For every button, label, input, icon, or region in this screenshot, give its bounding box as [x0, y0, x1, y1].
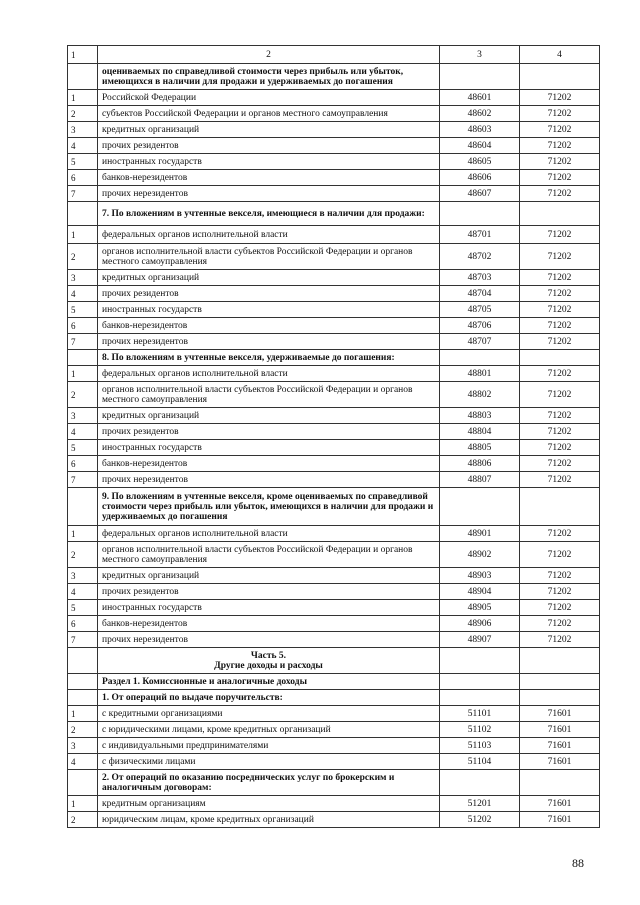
symbol-code: 71601 [520, 706, 600, 722]
col-header-2: 2 [98, 46, 440, 64]
symbol-code: 71202 [520, 424, 600, 440]
symbol-code: 71202 [520, 170, 600, 186]
section-heading-row [68, 202, 600, 226]
account-code: 48602 [440, 106, 520, 122]
account-description: прочих резидентов [98, 424, 440, 440]
account-description: кредитных организаций [98, 408, 440, 424]
row-number: 7 [68, 472, 98, 488]
empty-cell [68, 64, 98, 90]
table-row [68, 584, 600, 600]
section-heading-row [68, 770, 600, 796]
account-description: кредитных организаций [98, 270, 440, 286]
account-code: 48804 [440, 424, 520, 440]
empty-cell [440, 648, 520, 674]
account-code: 48803 [440, 408, 520, 424]
account-code: 48705 [440, 302, 520, 318]
symbol-code: 71202 [520, 270, 600, 286]
account-code: 48807 [440, 472, 520, 488]
symbol-code: 71202 [520, 616, 600, 632]
account-description: кредитных организаций [98, 568, 440, 584]
account-code: 48904 [440, 584, 520, 600]
empty-cell [68, 770, 98, 796]
table-row [68, 616, 600, 632]
table-row [68, 318, 600, 334]
symbol-code: 71202 [520, 286, 600, 302]
row-number: 5 [68, 302, 98, 318]
row-number: 5 [68, 154, 98, 170]
symbol-code: 71202 [520, 440, 600, 456]
section-heading-row [68, 488, 600, 526]
account-description: иностранных государств [98, 440, 440, 456]
account-code: 48906 [440, 616, 520, 632]
row-number: 4 [68, 754, 98, 770]
table-row [68, 122, 600, 138]
table-row [68, 526, 600, 542]
account-description: прочих нерезидентов [98, 334, 440, 350]
row-number: 4 [68, 424, 98, 440]
account-description: прочих резидентов [98, 584, 440, 600]
symbol-code: 71202 [520, 154, 600, 170]
table-row [68, 270, 600, 286]
account-description: банков-нерезидентов [98, 616, 440, 632]
table-row [68, 186, 600, 202]
section-heading: 1. От операций по выдаче поручительств: [98, 690, 440, 706]
symbol-code: 71202 [520, 456, 600, 472]
symbol-code: 71202 [520, 138, 600, 154]
account-code: 48604 [440, 138, 520, 154]
account-code: 51202 [440, 812, 520, 828]
row-number: 4 [68, 138, 98, 154]
account-code: 51102 [440, 722, 520, 738]
account-code: 48706 [440, 318, 520, 334]
empty-cell [68, 648, 98, 674]
table-row [68, 170, 600, 186]
empty-cell [520, 674, 600, 690]
row-number: 6 [68, 318, 98, 334]
account-description: иностранных государств [98, 600, 440, 616]
account-description: Российской Федерации [98, 90, 440, 106]
symbol-code: 71202 [520, 472, 600, 488]
section-heading: 9. По вложениям в учтенные векселя, кроме оцениваемых по справедливой стоимости через прибыль или убыток, имеющихся в наличии для продажи и удерживаемых до погашения [98, 488, 440, 526]
row-number: 1 [68, 90, 98, 106]
account-code: 51201 [440, 796, 520, 812]
account-code: 48806 [440, 456, 520, 472]
row-number: 2 [68, 382, 98, 408]
table-row [68, 244, 600, 270]
account-code: 48801 [440, 366, 520, 382]
empty-cell [440, 690, 520, 706]
symbol-code: 71202 [520, 122, 600, 138]
table-row [68, 154, 600, 170]
empty-cell [440, 488, 520, 526]
empty-cell [440, 674, 520, 690]
symbol-code: 71202 [520, 186, 600, 202]
row-number: 2 [68, 244, 98, 270]
row-number: 6 [68, 170, 98, 186]
empty-cell [520, 488, 600, 526]
account-description: федеральных органов исполнительной власти [98, 226, 440, 244]
row-number: 4 [68, 286, 98, 302]
account-description: органов исполнительной власти субъектов Российской Федерации и органов местного самоуправления [98, 542, 440, 568]
account-code: 48907 [440, 632, 520, 648]
account-description: иностранных государств [98, 302, 440, 318]
account-code: 48802 [440, 382, 520, 408]
table-row [68, 334, 600, 350]
symbol-code: 71202 [520, 584, 600, 600]
table-row [68, 632, 600, 648]
row-number: 5 [68, 440, 98, 456]
account-description: банков-нерезидентов [98, 456, 440, 472]
account-description: федеральных органов исполнительной власти [98, 366, 440, 382]
symbol-code: 71202 [520, 600, 600, 616]
part-subtitle: Другие доходы и расходы [214, 660, 323, 671]
row-number: 7 [68, 186, 98, 202]
account-description: прочих нерезидентов [98, 186, 440, 202]
symbol-code: 71601 [520, 738, 600, 754]
account-description: с индивидуальными предпринимателями [98, 738, 440, 754]
symbol-code: 71202 [520, 366, 600, 382]
row-number: 1 [68, 226, 98, 244]
account-code: 48707 [440, 334, 520, 350]
table-row [68, 366, 600, 382]
table-row [68, 382, 600, 408]
account-description: банков-нерезидентов [98, 318, 440, 334]
part-heading-row [68, 648, 600, 674]
account-description: с кредитными организациями [98, 706, 440, 722]
column-number-row [68, 46, 600, 64]
empty-cell [68, 690, 98, 706]
account-code: 48601 [440, 90, 520, 106]
account-description: иностранных государств [98, 154, 440, 170]
row-number: 4 [68, 584, 98, 600]
row-number: 3 [68, 408, 98, 424]
row-number: 2 [68, 106, 98, 122]
table-row [68, 738, 600, 754]
account-code: 48606 [440, 170, 520, 186]
table-row [68, 440, 600, 456]
empty-cell [520, 690, 600, 706]
row-number: 7 [68, 334, 98, 350]
row-number: 1 [68, 796, 98, 812]
empty-cell [440, 350, 520, 366]
account-code: 48702 [440, 244, 520, 270]
empty-cell [520, 202, 600, 226]
table-row [68, 408, 600, 424]
row-number: 2 [68, 812, 98, 828]
account-description: кредитных организаций [98, 122, 440, 138]
empty-cell [440, 64, 520, 90]
col-header-3: 3 [440, 46, 520, 64]
account-code: 51104 [440, 754, 520, 770]
section-heading-row [68, 350, 600, 366]
table-row [68, 138, 600, 154]
account-description: с физическими лицами [98, 754, 440, 770]
row-number: 1 [68, 526, 98, 542]
symbol-code: 71601 [520, 796, 600, 812]
row-number: 6 [68, 456, 98, 472]
row-number: 3 [68, 122, 98, 138]
row-number: 2 [68, 722, 98, 738]
row-number: 1 [68, 366, 98, 382]
account-description: банков-нерезидентов [98, 170, 440, 186]
part-heading [98, 648, 440, 674]
row-number: 6 [68, 616, 98, 632]
table-row [68, 722, 600, 738]
account-description: прочих нерезидентов [98, 472, 440, 488]
account-description: прочих резидентов [98, 138, 440, 154]
row-number: 3 [68, 568, 98, 584]
table-row [68, 812, 600, 828]
symbol-code: 71601 [520, 722, 600, 738]
table-row [68, 286, 600, 302]
empty-cell [520, 64, 600, 90]
table-row [68, 90, 600, 106]
symbol-code: 71202 [520, 244, 600, 270]
account-code: 48805 [440, 440, 520, 456]
table-row [68, 106, 600, 122]
account-description: кредитным организациям [98, 796, 440, 812]
account-code: 48903 [440, 568, 520, 584]
empty-cell [68, 674, 98, 690]
empty-cell [520, 770, 600, 796]
table-row [68, 226, 600, 244]
account-code: 48704 [440, 286, 520, 302]
empty-cell [68, 202, 98, 226]
symbol-code: 71202 [520, 568, 600, 584]
symbol-code: 71202 [520, 106, 600, 122]
account-code: 48703 [440, 270, 520, 286]
section-heading: 2. От операций по оказанию посреднических услуг по брокерским и аналогичным договорам: [98, 770, 440, 796]
empty-cell [68, 350, 98, 366]
account-code: 48605 [440, 154, 520, 170]
account-description: субъектов Российской Федерации и органов местного самоуправления [98, 106, 440, 122]
table-row [68, 542, 600, 568]
symbol-code: 71202 [520, 632, 600, 648]
account-code: 48603 [440, 122, 520, 138]
account-code: 48607 [440, 186, 520, 202]
section-heading: 8. По вложениям в учтенные векселя, удерживаемые до погашения: [98, 350, 440, 366]
table-row [68, 456, 600, 472]
account-description: юридическим лицам, кроме кредитных организаций [98, 812, 440, 828]
symbol-code: 71601 [520, 812, 600, 828]
table-row [68, 796, 600, 812]
account-description: органов исполнительной власти субъектов Российской Федерации и органов местного самоуправления [98, 244, 440, 270]
part-title: Часть 5. [250, 650, 287, 661]
symbol-code: 71202 [520, 542, 600, 568]
symbol-code: 71202 [520, 382, 600, 408]
account-description: федеральных органов исполнительной власти [98, 526, 440, 542]
col-header-4: 4 [520, 46, 600, 64]
row-number: 1 [68, 706, 98, 722]
table-row [68, 472, 600, 488]
account-code: 48901 [440, 526, 520, 542]
symbol-code: 71202 [520, 318, 600, 334]
symbol-code: 71202 [520, 226, 600, 244]
section-heading-row [68, 690, 600, 706]
empty-cell [520, 350, 600, 366]
row-number: 7 [68, 632, 98, 648]
section-heading-row [68, 64, 600, 90]
table-row [68, 424, 600, 440]
empty-cell [68, 488, 98, 526]
account-code: 51103 [440, 738, 520, 754]
symbol-code: 71202 [520, 90, 600, 106]
row-number: 2 [68, 542, 98, 568]
table-row [68, 600, 600, 616]
page-number: 88 [572, 856, 584, 870]
symbol-code: 71202 [520, 302, 600, 318]
account-code: 48902 [440, 542, 520, 568]
table-row [68, 706, 600, 722]
account-description: с юридическими лицами, кроме кредитных организаций [98, 722, 440, 738]
account-description: прочих нерезидентов [98, 632, 440, 648]
empty-cell [440, 770, 520, 796]
symbol-code: 71202 [520, 408, 600, 424]
symbol-code: 71601 [520, 754, 600, 770]
table-row [68, 754, 600, 770]
account-code: 48701 [440, 226, 520, 244]
section-heading: Раздел 1. Комиссионные и аналогичные доходы [98, 674, 440, 690]
empty-cell [520, 648, 600, 674]
accounts-table [67, 45, 600, 828]
account-code: 48905 [440, 600, 520, 616]
table-row [68, 302, 600, 318]
col-header-1: 1 [68, 46, 98, 64]
account-code: 51101 [440, 706, 520, 722]
account-description: прочих резидентов [98, 286, 440, 302]
empty-cell [440, 202, 520, 226]
account-description: органов исполнительной власти субъектов Российской Федерации и органов местного самоуправления [98, 382, 440, 408]
symbol-code: 71202 [520, 334, 600, 350]
section-heading: 7. По вложениям в учтенные векселя, имеющиеся в наличии для продажи: [98, 202, 440, 226]
symbol-code: 71202 [520, 526, 600, 542]
row-number: 3 [68, 738, 98, 754]
table-row [68, 568, 600, 584]
section-heading: оцениваемых по справедливой стоимости через прибыль или убыток, имеющихся в наличии для продажи и удерживаемых до погашения [98, 64, 440, 90]
row-number: 5 [68, 600, 98, 616]
section-heading-row [68, 674, 600, 690]
row-number: 3 [68, 270, 98, 286]
